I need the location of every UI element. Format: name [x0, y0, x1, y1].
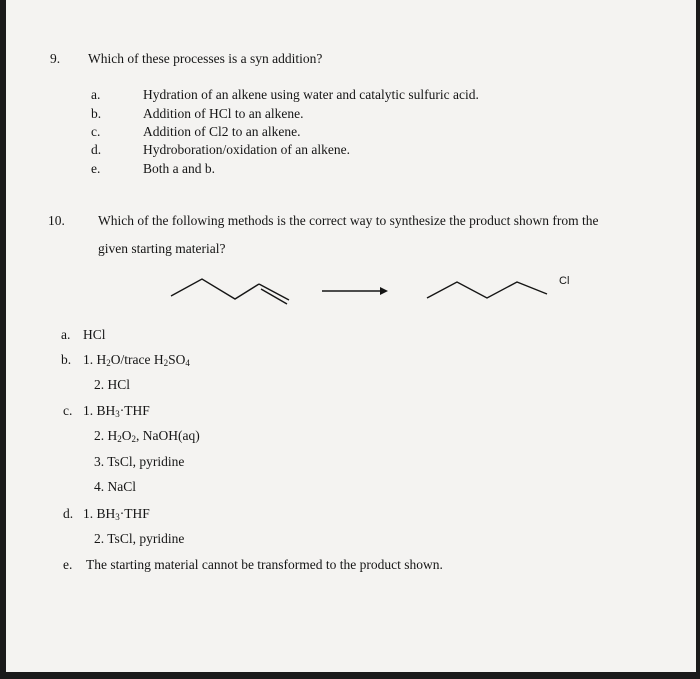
q9-question: Which of these processes is a syn addition? [88, 51, 323, 66]
q10-option-d-letter: d. [63, 506, 74, 521]
q9-option-d-letter: d. [91, 142, 102, 157]
reaction-arrow [320, 284, 390, 298]
q9-option-d-text: Hydroboration/oxidation of an alkene. [143, 142, 350, 157]
q10-option-b-step2: 2. HCl [94, 377, 131, 392]
q9-number: 9. [50, 51, 61, 66]
q9-option-a-text: Hydration of an alkene using water and catalytic sulfuric acid. [143, 87, 479, 102]
q10-option-c-letter: c. [63, 403, 73, 418]
document-page [6, 0, 696, 672]
starting-material-alkene-structure [169, 274, 299, 314]
q10-option-b-letter: b. [61, 352, 72, 367]
q9-option-b-letter: b. [91, 106, 102, 121]
q10-option-b-step1: 1. $H_2O$/trace $H_2SO_4$ [83, 352, 190, 368]
q10-option-c-step4: 4. NaCl [94, 479, 136, 494]
q10-option-d-step1: 1. $BH_3\cdot THF$ [83, 506, 150, 522]
q10-option-c-step1: 1. $BH_3\cdot THF$ [83, 403, 150, 419]
q10-option-c-step3: 3. TsCl, pyridine [94, 454, 185, 469]
q9-option-c-letter: c. [91, 124, 101, 139]
q10-option-c-step2: 2. $H_2O_2$, NaOH(aq) [94, 428, 200, 444]
product-alkyl-chloride-structure [425, 276, 560, 316]
q10-option-a-step1: HCl [83, 327, 106, 342]
q10-option-a-letter: a. [61, 327, 71, 342]
q10-option-e-letter: e. [63, 557, 73, 572]
q9-option-b-text: Addition of HCl to an alkene. [143, 106, 304, 121]
q10-option-d-step2: 2. TsCl, pyridine [94, 531, 185, 546]
q9-option-c-text: Addition of Cl2 to an alkene. [143, 124, 301, 139]
q10-question-line1: Which of the following methods is the correct way to synthesize the product shown from the [98, 213, 599, 228]
q9-option-e-text: Both a and b. [143, 161, 215, 176]
q10-question-line2: given starting material? [98, 241, 226, 256]
product-chlorine-label: Cl [559, 275, 570, 287]
q9-option-a-letter: a. [91, 87, 101, 102]
q10-option-e-text: The starting material cannot be transformed to the product shown. [86, 557, 443, 572]
q10-number: 10. [48, 213, 65, 228]
q9-option-e-letter: e. [91, 161, 101, 176]
